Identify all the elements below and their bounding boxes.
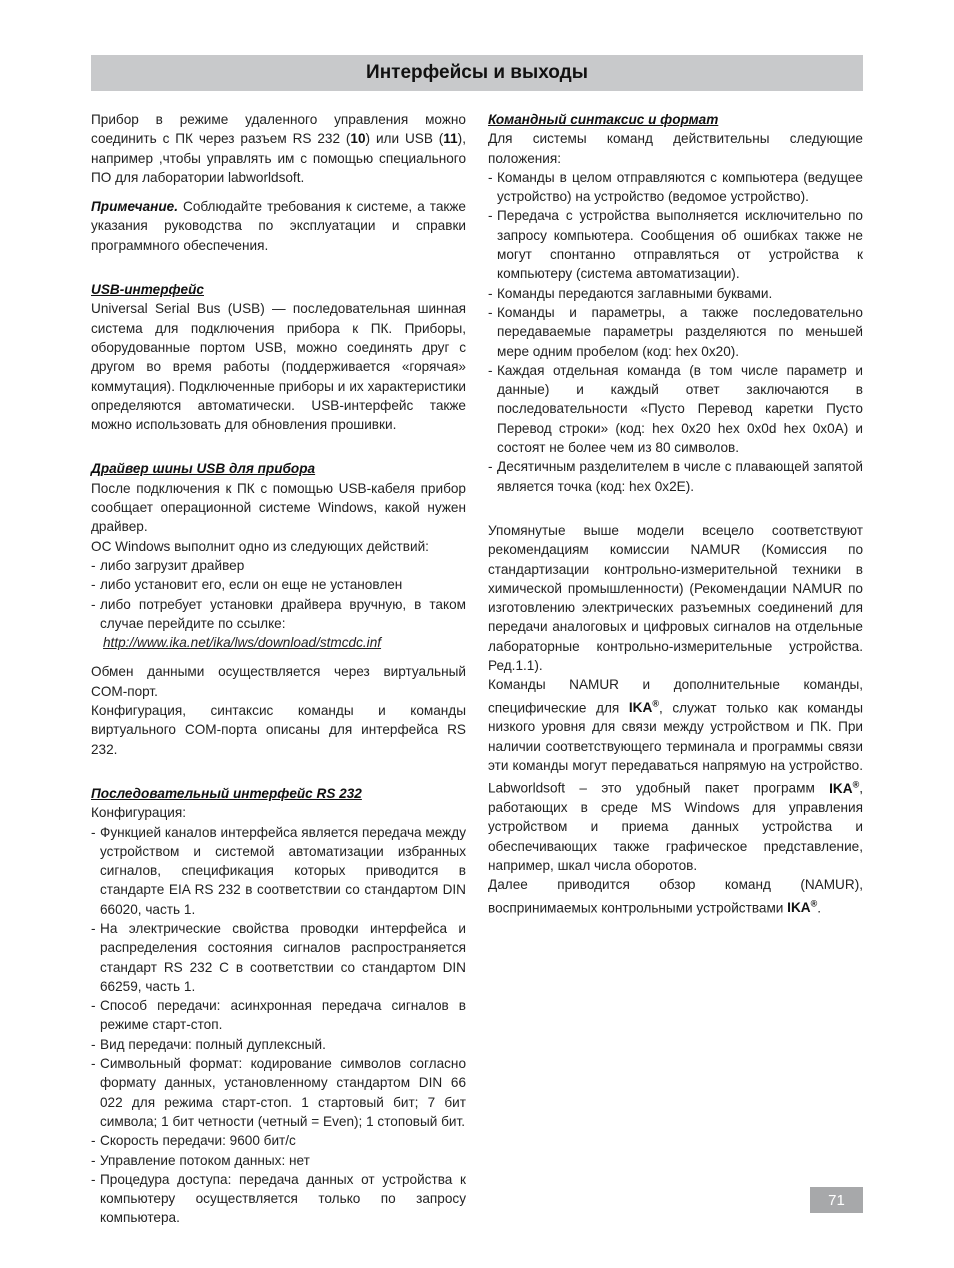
list-item: - либо потребует установки драйвера вручную, в таком случае перейдите по ссылке:	[91, 595, 466, 634]
driver-text-2: ОС Windows выполнит одно из следующих действий:	[91, 538, 429, 554]
note-label: Примечание.	[91, 199, 178, 215]
list-item: - Функцией каналов интерфейса является передача между устройством и системой автоматизации избранных сигналов, спецификация которых приводится в стандарте EIA RS 232 в соответствии со стандартом DIN 66020, часть 1.	[91, 823, 466, 919]
namur-text-c: , работающих в среде MS Windows для управления устройством и приема данных устройства и обеспечивающих также графическое представление, например, шкал числа оборотов.	[488, 780, 863, 874]
driver-heading: Драйвер шины USB для прибора	[91, 461, 316, 477]
driver-text-1: После подключения к ПК с помощью USB-кабеля прибор сообщает операционной системе Windows, какой нужен драйвер.	[91, 480, 466, 535]
syntax-intro: Для системы команд действительны следующие положения:	[488, 131, 863, 166]
page-number: 71	[810, 1187, 863, 1213]
list-item: - Процедура доступа: передача данных от устройства к компьютеру осуществляется только по запросу компьютера.	[91, 1170, 466, 1228]
rs232-list	[91, 823, 466, 1228]
namur-paragraph-1: Упомянутые выше модели всецело соответствуют рекомендациям комиссии NAMUR (Комиссия по стандартизации контрольно-измерительной техники в химической промышленности) (Рекомендации NAMUR по изготовлению электрических разъемных соединений для передачи аналоговых и цифровых сигналов на отдельные лабораторные контрольно-измерительные устройства. Ред.1.1).	[488, 522, 863, 674]
title-bar	[91, 55, 863, 91]
note-paragraph	[91, 197, 466, 255]
syntax-heading: Командный синтаксис и формат	[488, 112, 719, 127]
driver-list	[91, 556, 466, 633]
list-item: - Каждая отдельная команда (в том числе параметр и данные) и каждый ответ заключаются в последовательности «Пусто Перевод каретки Пусто Перевод строки» (код: hex 0x20 hex 0x0d hex 0x0A) и состоят не более чем из 80 символов.	[488, 361, 863, 457]
list-item: - Передача с устройства выполняется исключительно по запросу компьютера. Сообщения об ошибках также не могут спонтанно отправляться от устройства к компьютеру (система автоматизации).	[488, 206, 863, 283]
intro-ref-11: 11	[443, 131, 458, 147]
list-item: - Команды в целом отправляются с компьютера (ведущее устройство) на устройство (ведомое устройство).	[488, 168, 863, 207]
usb-heading: USB-интерфейс	[91, 282, 204, 298]
list-item: - либо установит его, если он еще не установлен	[91, 575, 466, 594]
namur-text-e: .	[817, 900, 822, 916]
list-item: - Способ передачи: асинхронная передача сигналов в режиме старт-стоп.	[91, 996, 466, 1035]
intro-text-a: Прибор в режиме удаленного управления можно соединить с ПК через разъем RS 232 (	[91, 112, 466, 147]
list-item: - Символьный формат: кодирование символов согласно формату данных, установленному стандартом DIN 66 022 для режима старт-стоп. 1 стартовый бит; 7 бит символа; 1 бит четности (четный = Even); 1 стоповый бит.	[91, 1054, 466, 1131]
page-title: Интерфейсы и выходы	[366, 62, 588, 83]
right-column	[488, 110, 863, 917]
intro-ref-10: 10	[350, 131, 366, 147]
intro-paragraph	[91, 110, 466, 187]
list-item: - Управление потоком данных: нет	[91, 1151, 466, 1170]
note-text: Соблюдайте требования к системе, а также указания руководства по эксплуатации и справки программного обеспечения.	[91, 199, 466, 253]
namur-text-a: Команды NAMUR и дополнительные команды, специфические для	[488, 677, 863, 716]
namur-text-d: Далее приводится обзор команд (NAMUR), воспринимаемых контрольными устройствами	[488, 877, 863, 916]
namur-paragraph-2	[488, 675, 863, 875]
syntax-list	[488, 168, 863, 496]
left-column	[91, 110, 466, 1228]
brand-ika: IKA®	[628, 698, 659, 716]
list-item: - Вид передачи: полный дуплексный.	[91, 1035, 466, 1054]
list-item: - Команды передаются заглавными буквами.	[488, 284, 863, 303]
brand-ika: IKA®	[787, 898, 818, 916]
intro-text-c: ) или USB (	[365, 131, 444, 147]
list-item: - Скорость передачи: 9600 бит/с	[91, 1131, 466, 1150]
list-item: - Команды и параметры, а также последовательно передаваемые параметры разделяются по меньшей мере одним пробелом (код: hex 0x20).	[488, 303, 863, 361]
namur-paragraph-3	[488, 875, 863, 917]
intro-text-d: ), например ,чтобы управлять им с помощью специального ПО для лаборатории labworldsoft.	[91, 131, 466, 185]
rs232-config-label: Конфигурация:	[91, 805, 187, 821]
list-item: - либо загрузит драйвер	[91, 556, 466, 575]
brand-ika: IKA®	[829, 779, 860, 796]
list-item: - Десятичным разделителем в числе с плавающей запятой является точка (код: hex 0x2E).	[488, 457, 863, 496]
list-item: - На электрические свойства проводки интерфейса и распределения состояния сигналов распространяется стандарт RS 232 C в соответствии со стандартом DIN 66259, часть 1.	[91, 919, 466, 996]
namur-text-b: , служат только как команды низкого уровня для связи между устройством и ПК. При наличии соответствующего терминала и программы связи эти команды могут передаваться напрямую на устройство. Labworldsoft – это удобный пакет программ	[488, 700, 863, 796]
driver-text-4: Конфигурация, синтаксис команды и команды виртуального COM-порта описаны для интерфейса RS 232.	[91, 703, 466, 757]
driver-download-link[interactable]: http://www.ika.net/ika/lws/download/stmcdc.inf	[103, 635, 382, 651]
usb-text: Universal Serial Bus (USB) — последовательная шинная система для подключения прибора к ПК. Приборы, оборудованные портом USB, можно соединять друг с другом во время работы (поддерживается «горячая» коммутация). Подключенные приборы и их характеристики определяются автоматически. USB-интерфейс также можно использовать для обновления прошивки.	[91, 301, 466, 433]
rs232-heading: Последовательный интерфейс RS 232	[91, 785, 362, 801]
driver-text-3: Обмен данными осуществляется через виртуальный COM-порт.	[91, 664, 466, 699]
